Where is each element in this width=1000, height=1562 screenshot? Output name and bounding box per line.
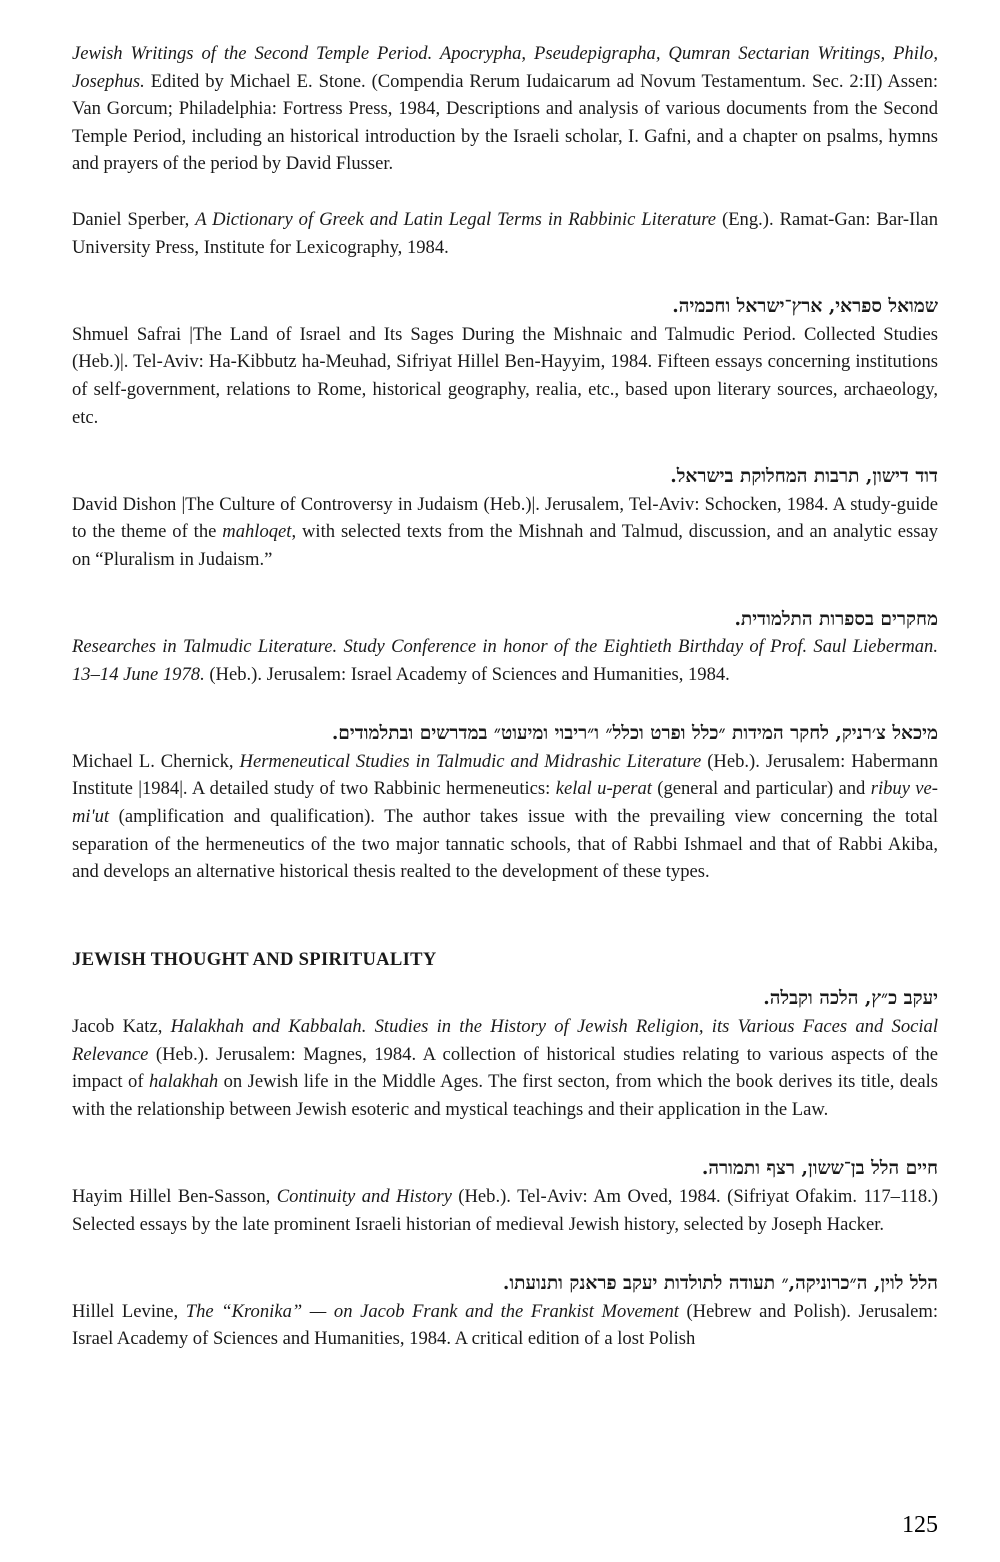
entry-text-segment: (Heb.). Jerusalem: Israel Academy of Sciences and Humanities, 1984. xyxy=(204,663,730,685)
entry-text xyxy=(72,206,938,261)
bibliography-entry xyxy=(72,1155,938,1238)
entry-text-segment: (amplification and qualification). The author takes issue with the prevailing view concerning the total separation of the hermeneutics of the two major tannatic schools, that of Rabbi Ishmael and that of Rabbi Akiba, and develops an alternative historical thesis realted to the development of these types. xyxy=(72,806,938,883)
bibliography-entry xyxy=(72,1270,938,1353)
section-entry-list xyxy=(72,985,938,1353)
page-number: 125 xyxy=(902,1512,938,1538)
entry-text-segment: (Heb.). Tel-Aviv: Am Oved, 1984. (Sifriyat Ofakim. 117–118.) Selected essays by the late prominent Israeli historian of medieval Jewish history, selected by Joseph Hacker. xyxy=(72,1186,938,1235)
entry-spacer xyxy=(72,431,938,463)
italic-title: Continuity and History xyxy=(276,1186,452,1207)
italic-title: kelal u-perat xyxy=(555,778,652,800)
entry-spacer xyxy=(72,688,938,720)
document-page xyxy=(72,40,938,1540)
entry-text-segment: Shmuel Safrai |The Land of Israel and Its Sages During the Mishnaic and Talmudic Period. Collected Studies (Heb.)|. Tel-Aviv: Ha-Kibbutz ha-Meuhad, Sifriyat Hillel Ben-Hayyim, 1984. Fifteen essays concerning institutions of self-government, relations to Rome, historical geography, realia, etc., based upon literary sources, archaeology, etc. xyxy=(72,323,938,428)
hebrew-title: מחקרים בספרות התלמודית. xyxy=(734,608,938,630)
entry-list xyxy=(72,40,938,886)
section-spacer xyxy=(72,886,938,946)
hebrew-title: יעקב כ״ץ, הלכה וקבלה. xyxy=(763,988,938,1010)
italic-title: Jewish Writings of the Second Temple Period. Apocrypha, Pseudepigrapha, Qumran Sectarian Writings, Philo, Josephus. xyxy=(72,43,938,92)
hebrew-title: דוד דישון, תרבות המחלוקת בישראל. xyxy=(670,466,938,488)
entry-text-segment: (Heb.). Jerusalem: Habermann Institute |1984|. A detailed study of two Rabbinic hermeneutics: xyxy=(72,750,938,800)
entry-text-segment: Edited by Michael E. Stone. (Compendia Rerum Iudaicarum ad Novum Testamentum. Sec. 2:II) Assen: Van Gorcum; Philadelphia: Fortress Press, 1984, Descriptions and analysis of various documents from the Second Temple Period, including an historical introduction by the Israeli scholar, I. Gafni, and a chapter on psalms, hymns and prayers of the period by David Flusser. xyxy=(72,70,938,175)
bibliography-entry xyxy=(72,720,938,886)
italic-title: A Dictionary of Greek and Latin Legal Terms in Rabbinic Literature xyxy=(195,208,717,230)
bibliography-entry xyxy=(72,293,938,431)
italic-title: mahloqet xyxy=(222,521,292,543)
italic-title: The “Kronika” — on Jacob Frank and the Frankist Movement xyxy=(185,1300,679,1322)
italic-title: halakhah xyxy=(148,1071,219,1093)
entry-text-segment: Hillel Levine, xyxy=(72,1300,186,1322)
entry-text-segment: on Jewish life in the Middle Ages. The first secton, from which the book derives its title, deals with the relationship between Jewish esoteric and mystical teachings and their application in the Law. xyxy=(72,1071,938,1120)
entry-text-segment: , with selected texts from the Mishnah and Talmud, discussion, and an analytic essay on “Pluralism in Judaism.” xyxy=(72,521,938,570)
entry-text xyxy=(72,491,938,574)
hebrew-title: הלל לוין, ה״כרוניקה,״ תעודה לתולדות יעקב פראנק ותנועתו. xyxy=(502,1273,938,1295)
hebrew-title: שמואל ספראי, ארץ־ישראל וחכמיה. xyxy=(672,296,938,318)
entry-text-segment: Michael L. Chernick, xyxy=(72,750,240,772)
entry-text-segment: David Dishon |The Culture of Controversy in Judaism (Heb.)|. Jerusalem, Tel-Aviv: Schocken, 1984. A study-guide to the theme of the xyxy=(72,493,938,543)
entry-text xyxy=(72,1298,938,1353)
entry-text xyxy=(72,40,938,178)
bibliography-entry xyxy=(72,463,938,573)
entry-text xyxy=(72,1013,938,1123)
entry-text-segment: Jacob Katz, xyxy=(72,1016,171,1038)
bibliography-entry xyxy=(72,606,938,689)
italic-title: Researches in Talmudic Literature. Study Conference in honor of the Eightieth Birthday of Prof. Saul Lieberman. 13–14 June 1978. xyxy=(72,636,938,685)
section-heading: JEWISH THOUGHT AND SPIRITUALITY xyxy=(72,948,437,970)
italic-title: Halakhah and Kabbalah. Studies in the History of Jewish Religion, its Various Faces and Social Relevance xyxy=(72,1016,938,1065)
hebrew-title: מיכאל צ׳רניק, לחקר המידות ״כלל ופרט וכלל״ ו״ריבוי ומיעוט״ במדרשים ובתלמודים. xyxy=(331,723,938,745)
entry-text-segment: (general and particular) and xyxy=(651,778,871,800)
entry-text-segment: (Eng.). Ramat-Gan: Bar-Ilan University Press, Institute for Lexicography, 1984. xyxy=(72,208,938,258)
entry-text-segment: (Hebrew and Polish). Jerusalem: Israel Academy of Sciences and Humanities, 1984. A critical edition of a lost Polish xyxy=(72,1300,938,1350)
italic-title: Hermeneutical Studies in Talmudic and Midrashic Literature xyxy=(239,750,702,772)
entry-spacer xyxy=(72,574,938,606)
entry-text-segment: Daniel Sperber, xyxy=(72,208,196,230)
entry-spacer xyxy=(72,178,938,206)
bibliography-entry xyxy=(72,985,938,1123)
hebrew-title: חיים הלל בן־ששון, רצף ותמורה. xyxy=(701,1158,938,1180)
entry-spacer xyxy=(72,1238,938,1270)
entry-spacer xyxy=(72,1123,938,1155)
entry-spacer xyxy=(72,261,938,293)
entry-text-segment: Hayim Hillel Ben-Sasson, xyxy=(72,1186,277,1207)
entry-text xyxy=(72,321,938,431)
entry-text xyxy=(72,633,938,688)
bibliography-entry xyxy=(72,40,938,178)
entry-text xyxy=(72,748,938,886)
entry-text xyxy=(72,1183,938,1238)
entry-text-segment: (Heb.). Jerusalem: Magnes, 1984. A collection of historical studies relating to various aspects of the impact of xyxy=(72,1043,938,1093)
bibliography-entry xyxy=(72,206,938,261)
italic-title: ribuy ve-mi'ut xyxy=(72,778,938,828)
